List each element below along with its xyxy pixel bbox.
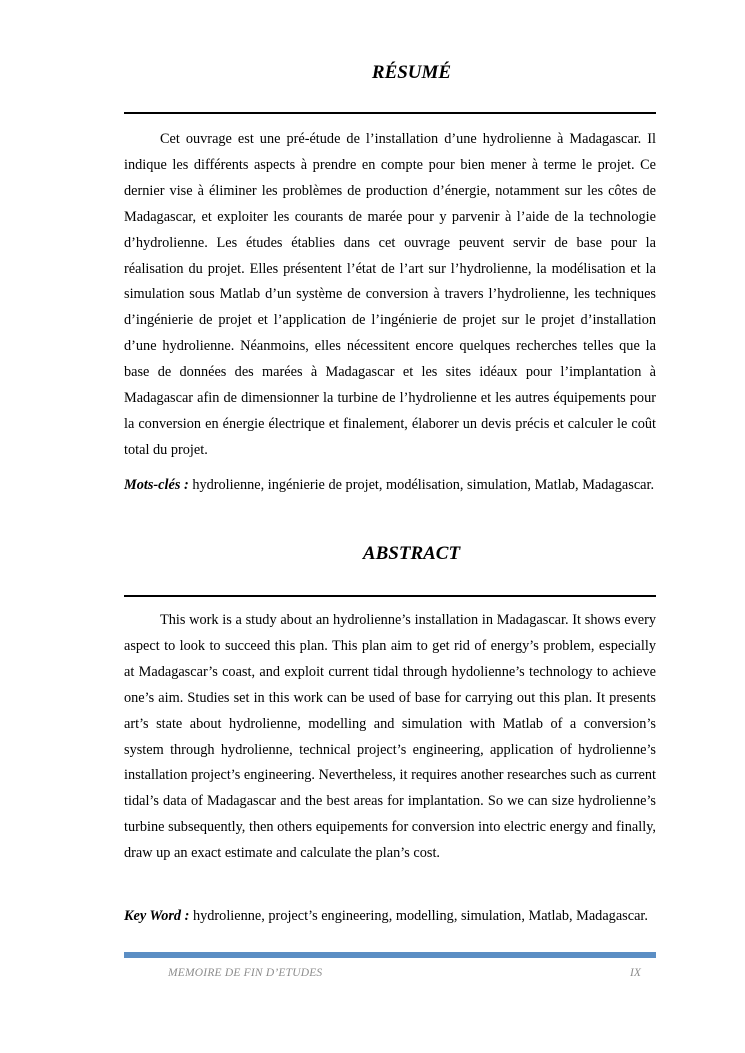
abstract-keywords-text: hydrolienne, project’s engineering, modelling, simulation, Matlab, Madagascar.: [192, 908, 648, 924]
abstract-rule: [124, 595, 656, 597]
resume-keywords-label: Mots-clés :: [124, 477, 189, 493]
footer-title: MEMOIRE DE FIN D’ETUDES: [168, 967, 323, 979]
resume-rule: [124, 112, 656, 114]
footer-bar: [124, 952, 656, 958]
resume-keywords: [124, 473, 656, 499]
abstract-title: ABSTRACT: [362, 543, 461, 564]
resume-body: Cet ouvrage est une pré-étude de l’installation d’une hydrolienne à Madagascar. Il indique les différents aspects à prendre en compte pour bien mener à terme le projet. Ce dernier vise à éliminer les problèmes de production d’énergie, notamment sur les côtes de Madagascar, et exploiter les courants de marée pour y parvenir à l’aide de la technologie d’hydrolienne. Les études établies dans cet ouvrage peuvent servir de base pour la réalisation du projet. Elles présentent l’état de l’art sur l’hydrolienne, la modélisation et la simulation sous Matlab d’un système de conversion à travers l’hydrolienne, les techniques d’ingénierie de projet et l’application de l’ingénierie de projet sur le projet d’installation d’une hydrolienne. Néanmoins, elles nécessitent encore quelques recherches telles que la base de données des marées à Madagascar et les sites idéaux pour l’implantation à Madagascar afin de dimensionner la turbine de l’hydrolienne et les autres équipements pour la conversion en énergie électrique et finalement, élaborer un devis précis et calculer le coût total du projet.: [124, 131, 656, 458]
page-number: IX: [630, 967, 641, 979]
abstract-keywords: [124, 904, 656, 930]
abstract-keywords-label: Key Word :: [124, 908, 190, 924]
resume-keywords-text: hydrolienne, ingénierie de projet, modélisation, simulation, Matlab, Madagascar.: [192, 477, 655, 493]
abstract-body: This work is a study about an hydrolienne’s installation in Madagascar. It shows every aspect to look to succeed this plan. This plan aim to get rid of energy’s problem, especially at Madagascar’s coast, and exploit current tidal through hydolienne’s technology to achieve one’s aim. Studies set in this work can be used of base for carrying out this plan. It presents art’s state about hydrolienne, modelling and simulation with Matlab of a conversion’s system through hydrolienne, technical project’s engineering, application of hydrolienne’s installation project’s engineering. Nevertheless, it requires another researches such as current tidal’s data of Madagascar and the best areas for implantation. So we can size hydrolienne’s turbine subsequently, then others equipements for conversion into electric energy and finally, draw up an exact estimate and calculate the plan’s cost.: [124, 612, 656, 862]
resume-title: RÉSUMÉ: [371, 62, 452, 83]
